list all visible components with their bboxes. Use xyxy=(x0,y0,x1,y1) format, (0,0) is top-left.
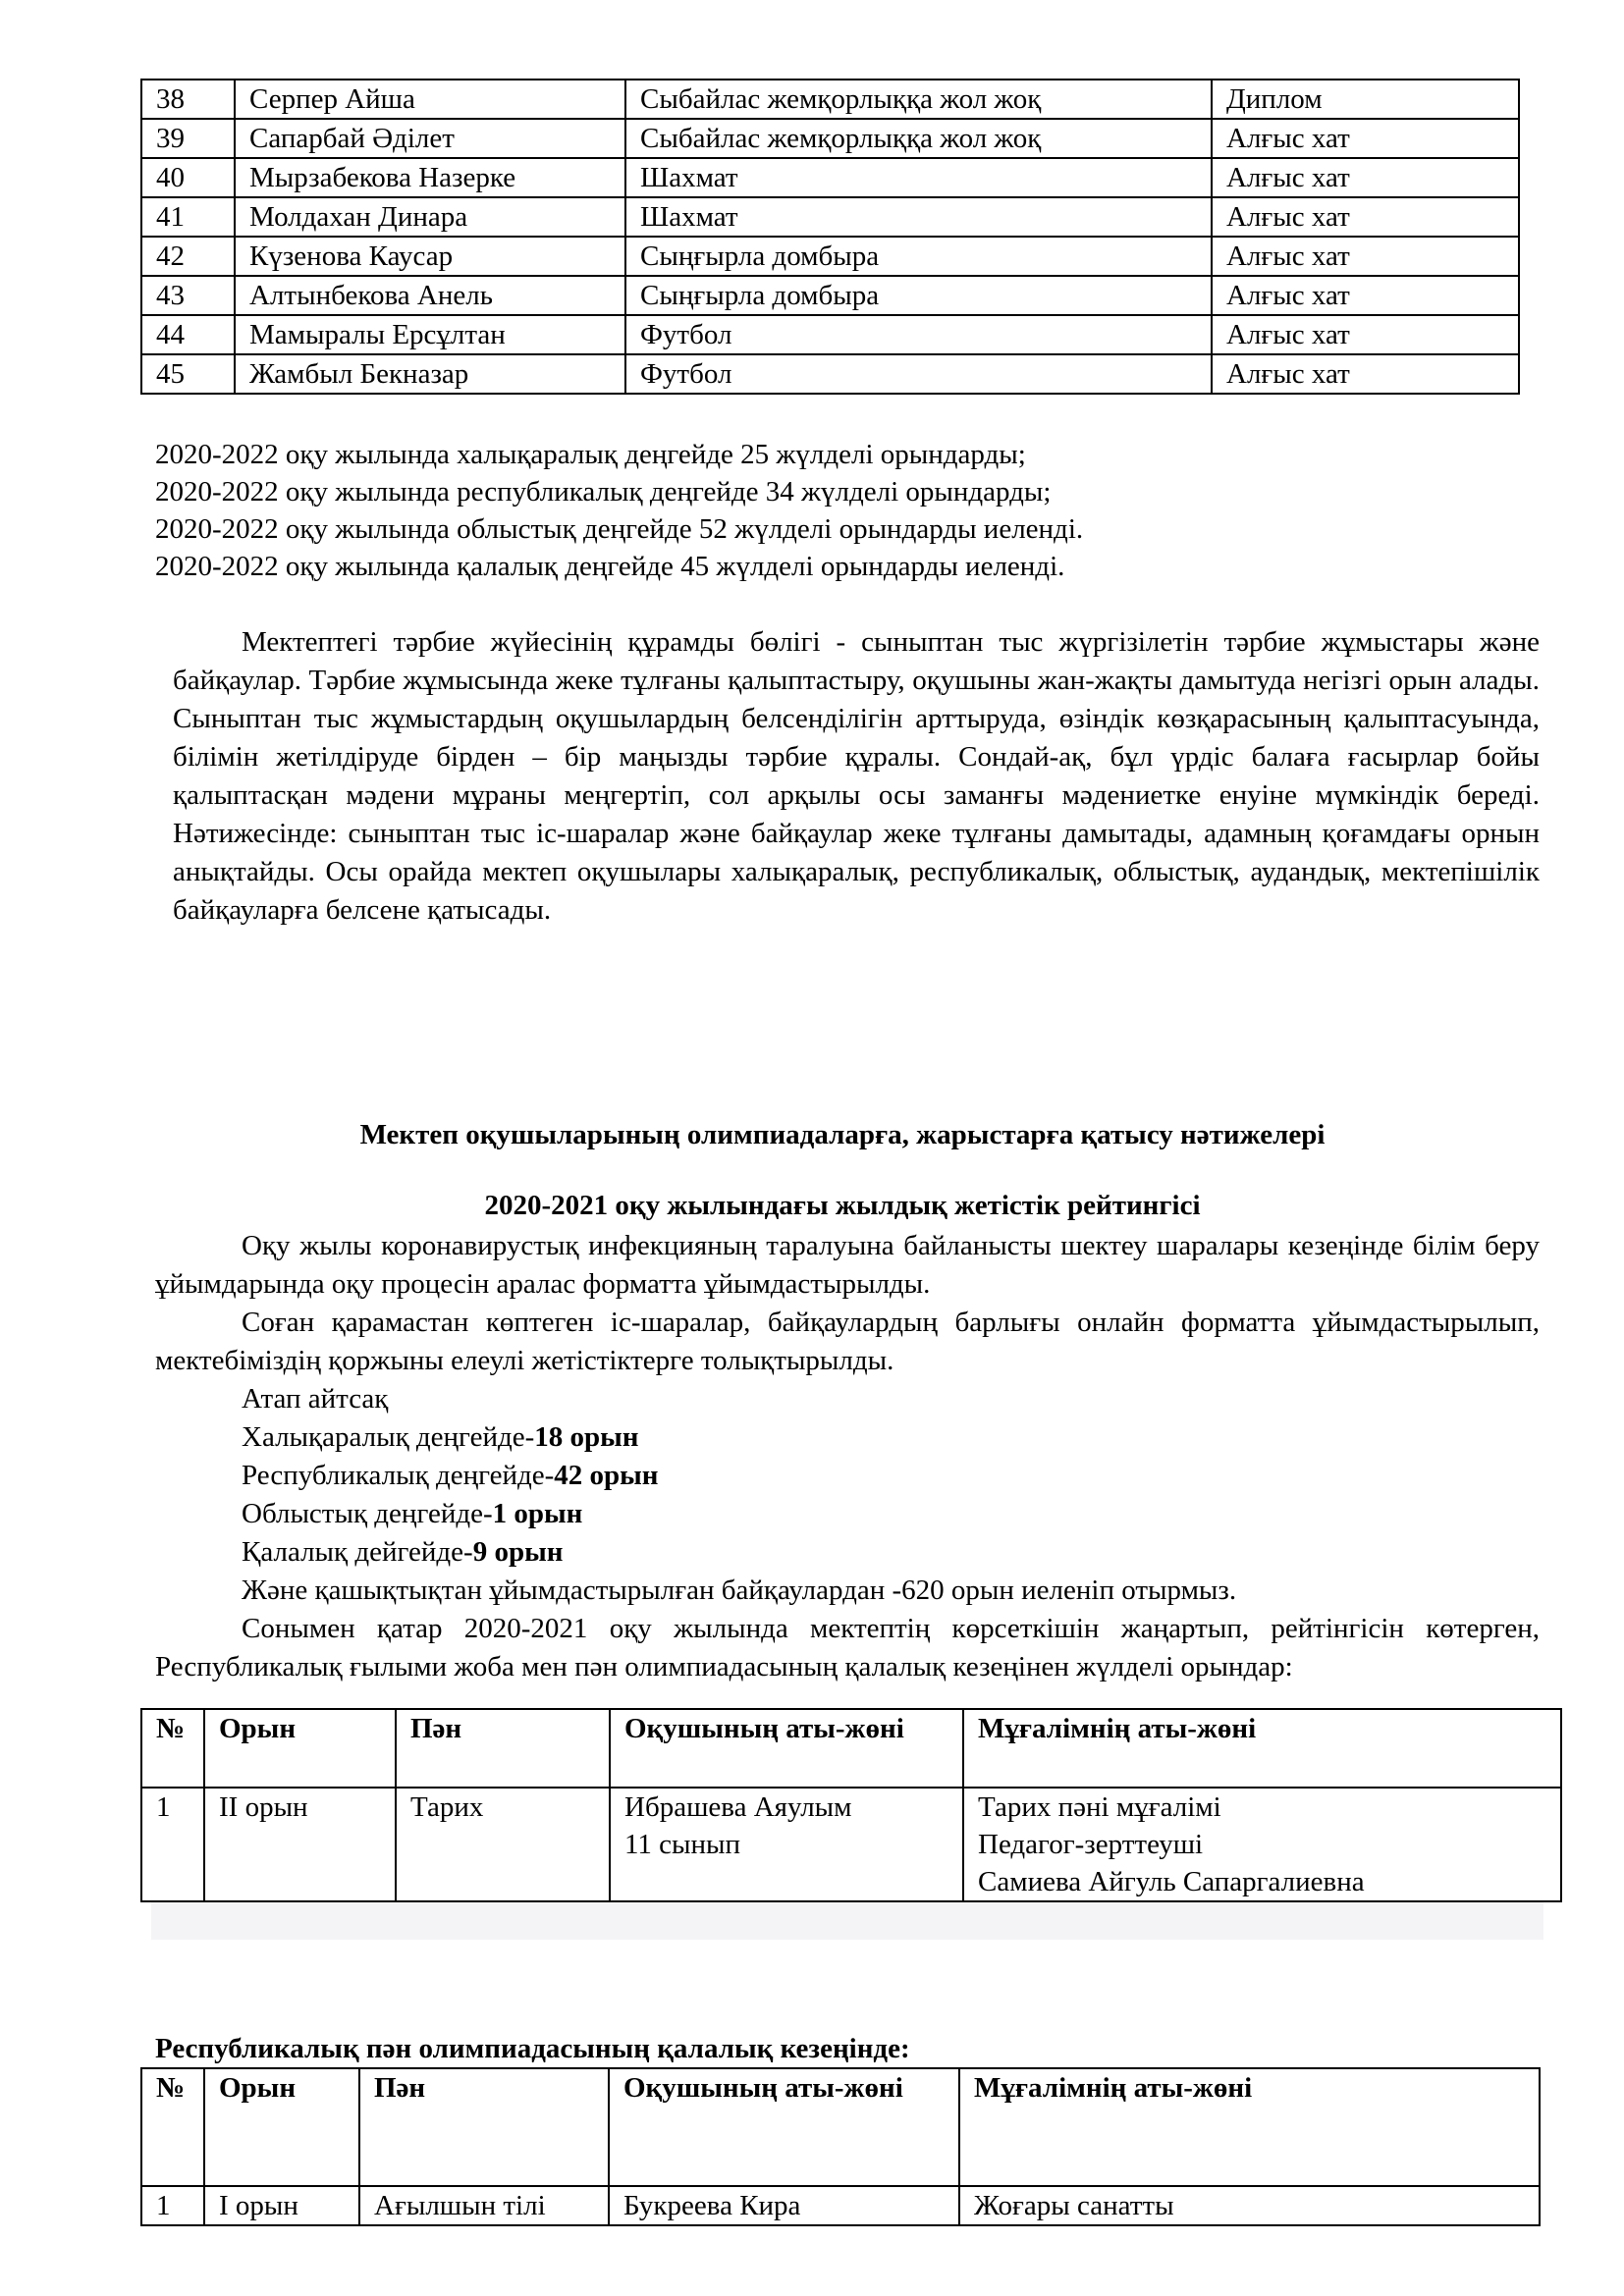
level-label: Қалалық дейгейде- xyxy=(242,1536,473,1568)
cell-number: 40 xyxy=(141,158,235,197)
olympiad-table-body xyxy=(141,2186,1540,2225)
cell-student-name: Серпер Айша xyxy=(235,80,625,119)
cell-award: Алғыс хат xyxy=(1212,237,1519,276)
cell-place: ІІ орын xyxy=(204,1788,396,1901)
awards-table-body xyxy=(141,80,1519,394)
table-row xyxy=(141,158,1519,197)
student-line: Ибрашева Аяулым xyxy=(624,1791,852,1823)
cell-student: Букреева Кира xyxy=(609,2186,959,2225)
intro-paragraph xyxy=(173,623,1540,930)
cell-event: Футбол xyxy=(625,315,1212,354)
project-table-body xyxy=(141,1788,1561,1901)
cell-student-name: Мамыралы Ерсұлтан xyxy=(235,315,625,354)
section-title: Мектеп оқушыларының олимпиадаларға, жарыстарға қатысу нәтижелері xyxy=(359,1119,1326,1150)
intro-paragraph-text: Мектептегі тәрбие жүйесінің құрамды бөлігі - сыныптан тыс жүргізілетін тәрбие жұмыстары және байқаулар. Тәрбие жұмысында жеке тұлғаны қалыптастыру, оқушыны жан-жақты дамытуда негізгі орын алады. Сыныптан тыс жұмыстардың оқушылардың белсенділігін арттыруда, өзіндік көзқарасының қалыптасуында, білімін жетілдіруде бірден – бір маңызды тәрбие құралы. Сондай-ақ, бұл үрдіс балаға ғасырлар бойы қалыптасқан мәдени мұраны меңгертіп, сол арқылы осы заманғы мәдениетке енуіне мүмкіндік береді. Нәтижесінде: сыныптан тыс іс-шаралар және байқаулар жеке тұлғаны дамытады, адамның қоғамдағы орнын анықтайды. Осы орайда мектеп оқушылары халықаралық, республикалық, облыстық, аудандық, мектепішілік байқауларға белсене қатысады. xyxy=(173,626,1540,926)
header-place: Орын xyxy=(204,2068,359,2186)
summary-line-regional: 2020-2022 оқу жылында облыстық деңгейде 52 жүлделі орындарды иеленді. xyxy=(155,513,1084,545)
header-no: № xyxy=(141,2068,204,2186)
teacher-line: Тарих пәні мұғалімі xyxy=(978,1791,1221,1823)
table-row xyxy=(141,354,1519,394)
table-header-row xyxy=(141,2068,1540,2186)
summary-line-republican: 2020-2022 оқу жылында республикалық деңгейде 34 жүлделі орындарды; xyxy=(155,476,1052,507)
level-line xyxy=(155,1457,1540,1495)
rating-paragraphs xyxy=(155,1227,1540,1686)
header-place: Орын xyxy=(204,1709,396,1788)
level-value: 1 орын xyxy=(492,1498,583,1529)
cell-event: Футбол xyxy=(625,354,1212,394)
cell-teacher xyxy=(963,1788,1561,1901)
cell-student-name: Алтынбекова Анель xyxy=(235,276,625,315)
distance-line: Және қашықтықтан ұйымдастырылған байқаулардан -620 орын иеленіп отырмыз. xyxy=(242,1575,1237,1606)
header-student: Оқушының аты-жөні xyxy=(610,1709,963,1788)
level-value: 42 орын xyxy=(554,1460,659,1491)
cell-award: Диплом xyxy=(1212,80,1519,119)
table-row xyxy=(141,2186,1540,2225)
cell-event: Сыбайлас жемқорлыққа жол жоқ xyxy=(625,119,1212,158)
cell-subject: Тарих xyxy=(396,1788,610,1901)
rating-paragraph-3: Атап айтсақ xyxy=(242,1383,389,1415)
cell-number: 41 xyxy=(141,197,235,237)
level-label: Республикалық деңгейде- xyxy=(242,1460,555,1491)
table-row xyxy=(141,80,1519,119)
cell-number: 1 xyxy=(141,1788,204,1901)
cell-number: 45 xyxy=(141,354,235,394)
header-subject: Пән xyxy=(359,2068,609,2186)
rating-paragraph-1: Оқу жылы коронавирустық инфекцияның таралуына байланысты шектеу шаралары кезеңінде білім беру ұйымдарында оқу процесін аралас форматта ұйымдастырылды. xyxy=(155,1230,1540,1300)
cell-student-name: Сапарбай Әділет xyxy=(235,119,625,158)
cell-event: Шахмат xyxy=(625,158,1212,197)
cell-award: Алғыс хат xyxy=(1212,354,1519,394)
cell-number: 39 xyxy=(141,119,235,158)
cell-event: Сыбайлас жемқорлыққа жол жоқ xyxy=(625,80,1212,119)
summary-line-international: 2020-2022 оқу жылында халықаралық деңгейде 25 жүлделі орындарды; xyxy=(155,439,1026,470)
header-teacher: Мұғалімнің аты-жөні xyxy=(959,2068,1540,2186)
cell-number: 42 xyxy=(141,237,235,276)
cell-teacher: Жоғары санатты xyxy=(959,2186,1540,2225)
cell-student-name: Мырзабекова Назерке xyxy=(235,158,625,197)
header-no: № xyxy=(141,1709,204,1788)
cell-subject: Ағылшын тілі xyxy=(359,2186,609,2225)
cell-number: 1 xyxy=(141,2186,204,2225)
header-subject: Пән xyxy=(396,1709,610,1788)
cell-award: Алғыс хат xyxy=(1212,315,1519,354)
cell-number: 44 xyxy=(141,315,235,354)
table-row xyxy=(141,315,1519,354)
table-row xyxy=(141,237,1519,276)
cell-number: 43 xyxy=(141,276,235,315)
rating-title: 2020-2021 оқу жылындағы жылдық жетістік рейтингісі xyxy=(484,1190,1201,1221)
header-teacher: Мұғалімнің аты-жөні xyxy=(963,1709,1561,1788)
header-student: Оқушының аты-жөні xyxy=(609,2068,959,2186)
closing-paragraph: Сонымен қатар 2020-2021 оқу жылында мектептің көрсеткішін жаңартып, рейтінгісін көтерген, Республикалық ғылыми жоба мен пән олимпиадасының қалалық кезеңінен жүлделі орындар: xyxy=(155,1613,1540,1682)
cell-award: Алғыс хат xyxy=(1212,119,1519,158)
project-results-table xyxy=(140,1708,1562,1902)
cell-student-name: Жамбыл Бекназар xyxy=(235,354,625,394)
level-line xyxy=(155,1495,1540,1533)
cell-award: Алғыс хат xyxy=(1212,197,1519,237)
olympiad-results-table xyxy=(140,2067,1541,2226)
rating-paragraph-2: Соған қарамастан көптеген іс-шаралар, байқаулардың барлығы онлайн форматта ұйымдастырылып, мектебіміздің қоржыны елеулі жетістіктерге толықтырылды. xyxy=(155,1307,1540,1376)
cell-award: Алғыс хат xyxy=(1212,276,1519,315)
cell-student xyxy=(610,1788,963,1901)
level-label: Халықаралық деңгейде- xyxy=(242,1421,535,1453)
teacher-line: Самиева Айгуль Сапаргалиевна xyxy=(978,1866,1365,1897)
summary-line-city: 2020-2022 оқу жылында қалалық деңгейде 45 жүлделі орындарды иеленді. xyxy=(155,551,1065,582)
table-row xyxy=(141,276,1519,315)
cell-student-name: Күзенова Каусар xyxy=(235,237,625,276)
cell-event: Сыңғырла домбыра xyxy=(625,237,1212,276)
table-row xyxy=(141,119,1519,158)
cell-event: Шахмат xyxy=(625,197,1212,237)
cell-student-name: Молдахан Динара xyxy=(235,197,625,237)
cell-award: Алғыс хат xyxy=(1212,158,1519,197)
table-row xyxy=(141,1788,1561,1901)
level-line xyxy=(155,1418,1540,1457)
level-line xyxy=(155,1533,1540,1572)
awards-table xyxy=(140,79,1520,395)
cell-number: 38 xyxy=(141,80,235,119)
table-header-row xyxy=(141,1709,1561,1788)
level-label: Облыстық деңгейде- xyxy=(242,1498,493,1529)
student-line: 11 сынып xyxy=(624,1829,741,1860)
teacher-line: Педагог-зерттеуші xyxy=(978,1829,1204,1860)
page-gap-band xyxy=(151,1902,1543,1940)
cell-place: І орын xyxy=(204,2186,359,2225)
cell-event: Сыңғырла домбыра xyxy=(625,276,1212,315)
olympiad-heading: Республикалық пән олимпиадасының қалалық кезеңінде: xyxy=(155,2033,910,2064)
level-value: 9 орын xyxy=(472,1536,564,1568)
table-row xyxy=(141,197,1519,237)
level-value: 18 орын xyxy=(534,1421,639,1453)
levels-list xyxy=(155,1418,1540,1572)
